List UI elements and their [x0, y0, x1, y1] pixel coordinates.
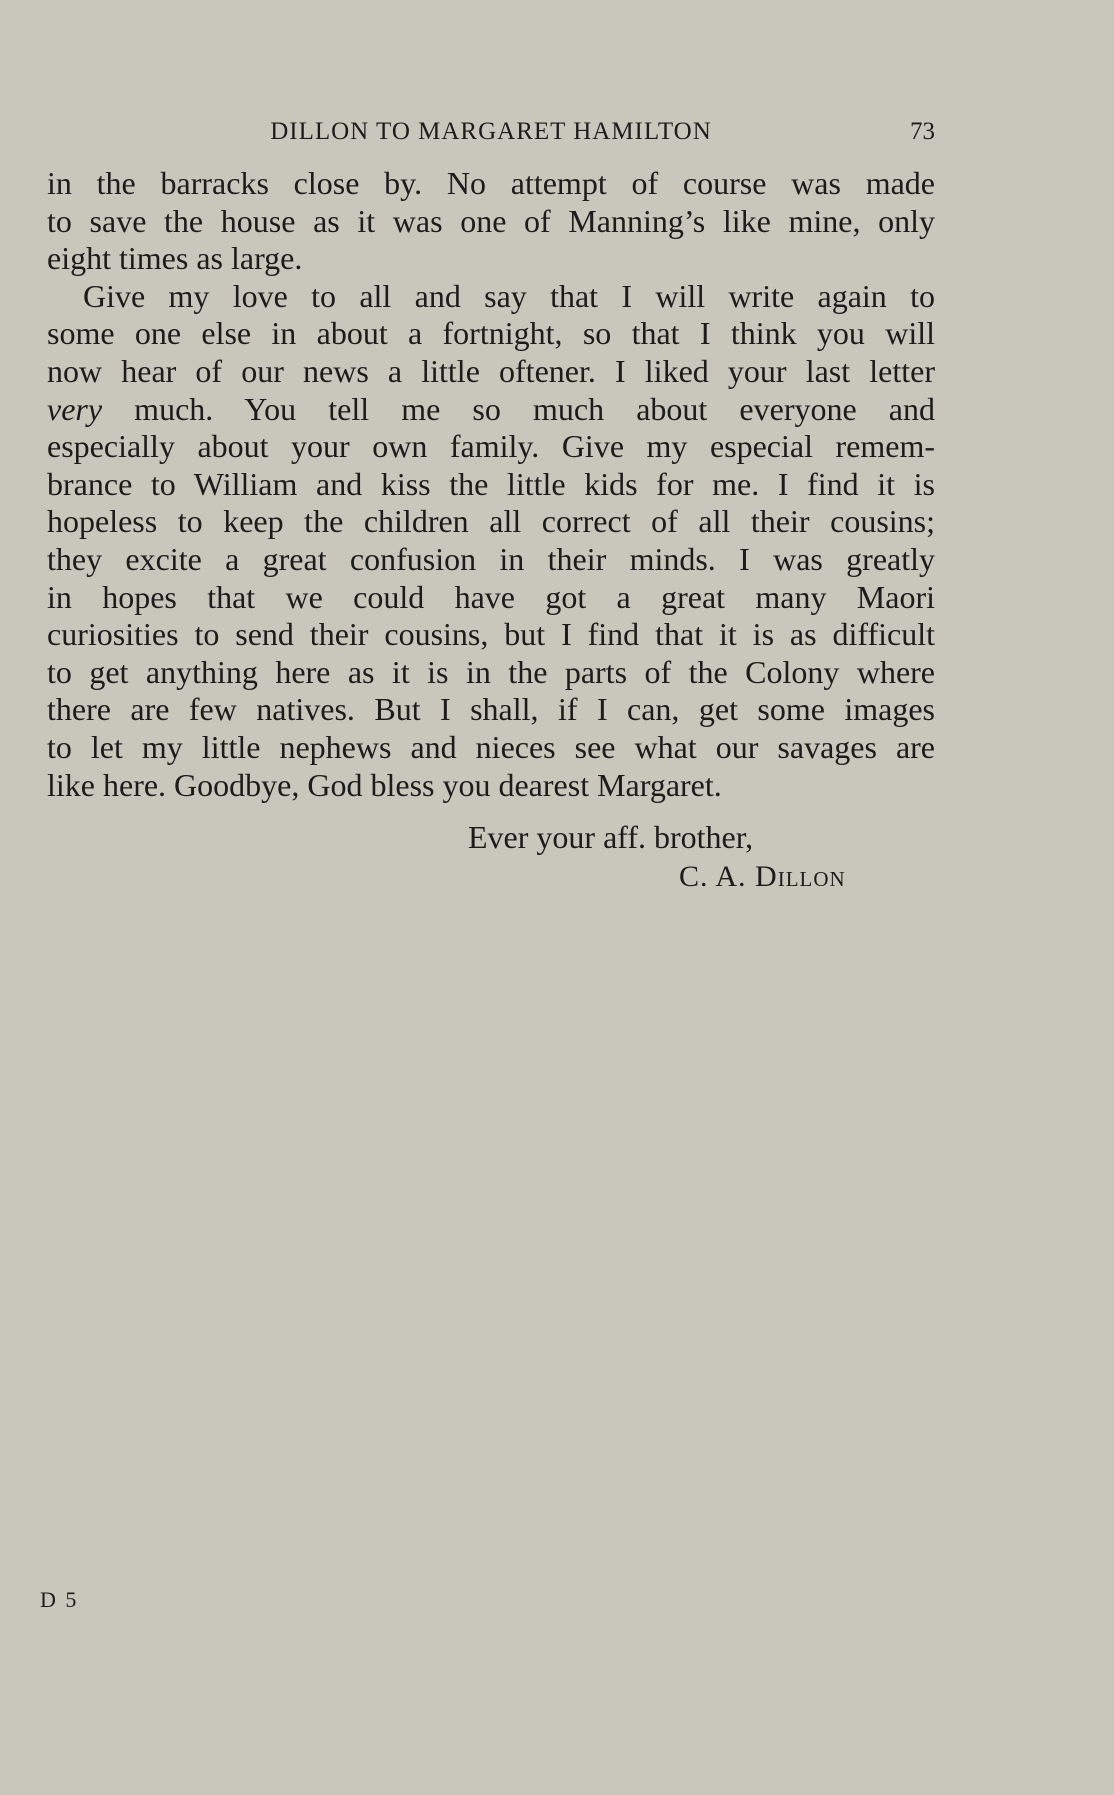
text-line: to let my little nephews and nieces see what our savages are [47, 728, 935, 765]
emphasized-word: very [47, 390, 103, 427]
text-line-rest: much. You tell me so much about everyone and [102, 390, 935, 427]
running-title: DILLON TO MARGARET HAMILTON [270, 118, 712, 145]
page-number: 73 [910, 118, 935, 145]
text-line: to get anything here as it is in the parts of the Colony where [47, 653, 935, 690]
text-line: especially about your own family. Give my especial remem- [47, 428, 935, 465]
text-line: in the barracks close by. No attempt of course was made [47, 165, 935, 201]
text-line: now hear of our news a little oftener. I liked your last letter [47, 352, 935, 389]
text-line: like here. Goodbye, God bless you dearest Margaret. [47, 766, 722, 803]
printer-signature-mark: D 5 [40, 1587, 79, 1612]
text-line: in hopes that we could have got a great many Maori [47, 578, 935, 615]
letter-body [47, 165, 935, 804]
text-line: they excite a great confusion in their minds. I was greatly [47, 540, 935, 577]
text-line: there are few natives. But I shall, if I can, get some images [47, 691, 935, 728]
running-head [47, 118, 935, 154]
text-line: to save the house as it was one of Manning’s like mine, only [47, 202, 935, 239]
text-line: curiosities to send their cousins, but I find that it is as difficult [47, 616, 935, 653]
text-line: some one else in about a fortnight, so that I think you will [47, 315, 935, 352]
text-line [47, 391, 935, 429]
signature [679, 860, 846, 894]
text-line: brance to William and kiss the little kids for me. I find it is [47, 465, 935, 502]
closing-salutation: Ever your aff. brother, [468, 819, 754, 855]
signature-surname: Dillon [755, 860, 846, 893]
text-line: eight times as large. [47, 240, 303, 277]
signature-initials: C. A. [679, 860, 756, 893]
text-line: Give my love to all and say that I will write again to [83, 277, 935, 314]
text-line: hopeless to keep the children all correct of all their cousins; [47, 503, 935, 540]
